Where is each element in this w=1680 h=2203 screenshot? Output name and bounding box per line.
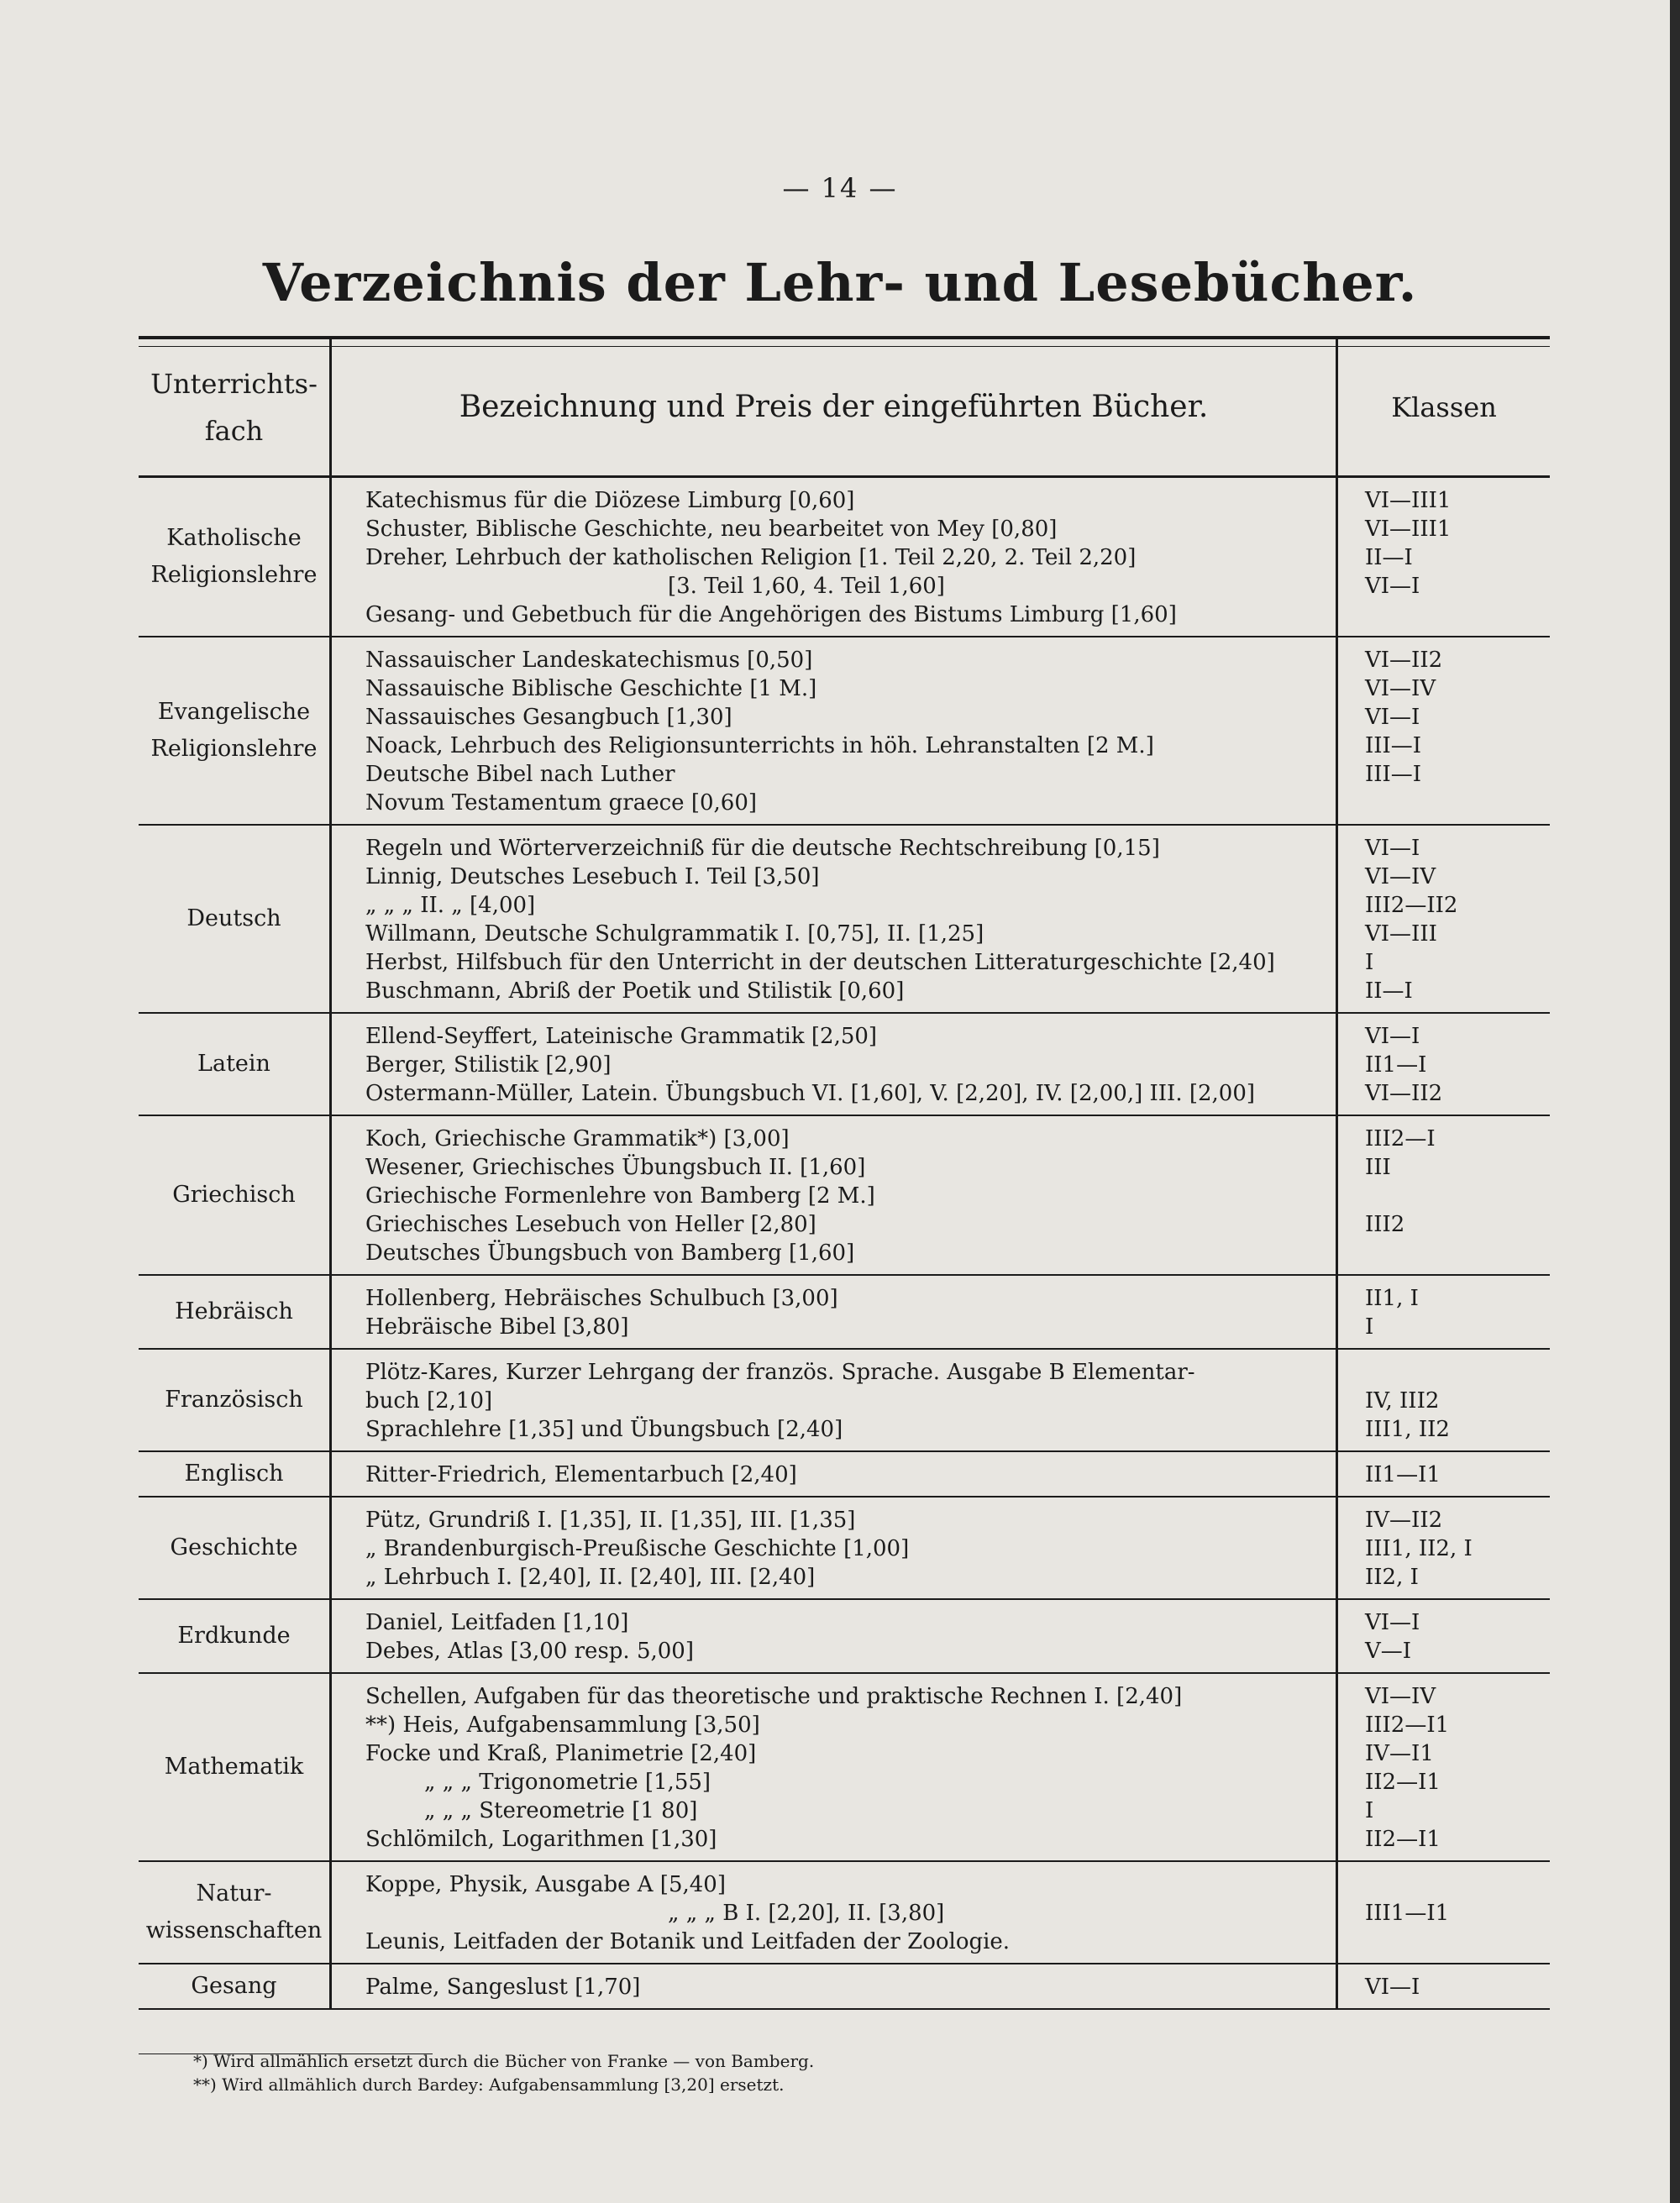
class-range: III1, II2, I bbox=[1365, 1536, 1473, 1561]
class-range: VI—II2 bbox=[1365, 648, 1443, 673]
book-entry: Gesang- und Gebetbuch für die Angehörigen des Bistums Limburg [1,60] bbox=[365, 602, 1177, 627]
book-entry: Sprachlehre [1,35] und Übungsbuch [2,40] bbox=[365, 1417, 843, 1442]
classes-cell bbox=[1336, 1498, 1550, 1598]
subject-cell: Latein bbox=[139, 1014, 332, 1115]
subject-cell: Englisch bbox=[139, 1452, 332, 1496]
subject-cell: Natur- wissenschaften bbox=[139, 1862, 332, 1963]
class-range bbox=[1365, 789, 1550, 817]
footnotes bbox=[193, 2049, 814, 2096]
table-row bbox=[139, 1452, 1550, 1498]
class-range: II—I bbox=[1365, 545, 1413, 570]
books-cell bbox=[332, 1452, 1336, 1496]
class-range bbox=[1365, 1358, 1550, 1387]
book-entry: Linnig, Deutsches Lesebuch I. Teil [3,50] bbox=[365, 864, 820, 889]
books-cell bbox=[332, 1674, 1336, 1860]
book-entry: Hebräische Bibel [3,80] bbox=[365, 1314, 629, 1340]
class-range: VI—I bbox=[1365, 1024, 1420, 1049]
book-entry: Nassauische Biblische Geschichte [1 M.] bbox=[365, 676, 817, 701]
book-entry: Leunis, Leitfaden der Botanik und Leitfaden der Zoologie. bbox=[365, 1929, 1011, 1954]
class-range: III1—I1 bbox=[1365, 1901, 1450, 1926]
book-entry: [3. Teil 1,60, 4. Teil 1,60] bbox=[668, 574, 945, 599]
class-range: I bbox=[1365, 1314, 1374, 1340]
classes-cell bbox=[1336, 1014, 1550, 1115]
classes-cell bbox=[1336, 1862, 1550, 1963]
classes-cell bbox=[1336, 1452, 1550, 1496]
book-entry: Debes, Atlas [3,00 resp. 5,00] bbox=[365, 1639, 694, 1664]
page-number: — 14 — bbox=[782, 172, 898, 204]
footnote-2: **) Wird allmählich durch Bardey: Aufgabensammlung [3,20] ersetzt. bbox=[193, 2074, 785, 2095]
subject-cell: Evangelische Religionslehre bbox=[139, 637, 332, 824]
book-entry: Schlömilch, Logarithmen [1,30] bbox=[365, 1827, 717, 1852]
book-entry: Regeln und Wörterverzeichniß für die deutsche Rechtschreibung [0,15] bbox=[365, 836, 1160, 861]
subject-cell: Erdkunde bbox=[139, 1600, 332, 1672]
class-range: IV—II2 bbox=[1365, 1508, 1443, 1533]
table-top-rule bbox=[139, 346, 1550, 347]
table-row bbox=[139, 1862, 1550, 1964]
book-entry: Deutsche Bibel nach Luther bbox=[365, 762, 675, 787]
class-range: VI—III1 bbox=[1365, 517, 1452, 542]
book-entry: Daniel, Leitfaden [1,10] bbox=[365, 1610, 629, 1635]
class-range: VI—III bbox=[1365, 921, 1437, 947]
book-entry: Focke und Kraß, Planimetrie [2,40] bbox=[365, 1741, 757, 1766]
book-entry: Pütz, Grundriß I. [1,35], II. [1,35], III. [1,35] bbox=[365, 1508, 856, 1533]
subject-cell: Griechisch bbox=[139, 1116, 332, 1274]
book-entry: Plötz-Kares, Kurzer Lehrgang der französ. Sprache. Ausgabe B Elementar- bbox=[365, 1360, 1195, 1385]
subject-cell: Geschichte bbox=[139, 1498, 332, 1598]
subject-cell: Mathematik bbox=[139, 1674, 332, 1860]
class-range: II1—I bbox=[1365, 1052, 1427, 1078]
books-cell bbox=[332, 1862, 1336, 1963]
book-entry: Koch, Griechische Grammatik*) [3,00] bbox=[365, 1126, 790, 1151]
book-entry: Griechische Formenlehre von Bamberg [2 M.] bbox=[365, 1183, 875, 1209]
class-range: VI—I bbox=[1365, 1610, 1420, 1635]
book-entry: Nassauisches Gesangbuch [1,30] bbox=[365, 705, 732, 730]
book-entry: Willmann, Deutsche Schulgrammatik I. [0,75], II. [1,25] bbox=[365, 921, 984, 947]
class-range: VI—II2 bbox=[1365, 1081, 1443, 1106]
class-range bbox=[1365, 1928, 1550, 1956]
table-row bbox=[139, 1498, 1550, 1600]
book-entry: Hollenberg, Hebräisches Schulbuch [3,00] bbox=[365, 1286, 838, 1311]
book-entry: Ostermann-Müller, Latein. Übungsbuch VI. [1,60], V. [2,20], IV. [2,00,] III. [2,00] bbox=[365, 1081, 1256, 1106]
table-row bbox=[139, 1116, 1550, 1276]
book-entry: „ „ „ B I. [2,20], II. [3,80] bbox=[668, 1901, 945, 1926]
books-cell bbox=[332, 1116, 1336, 1274]
table-row bbox=[139, 637, 1550, 826]
class-range: VI—IV bbox=[1365, 864, 1436, 889]
class-range: III2—II2 bbox=[1365, 893, 1458, 918]
class-range: VI—III1 bbox=[1365, 488, 1452, 513]
class-range: I bbox=[1365, 1798, 1374, 1823]
class-range: V—I bbox=[1365, 1639, 1412, 1664]
book-entry: Noack, Lehrbuch des Religionsunterrichts in höh. Lehranstalten [2 M.] bbox=[365, 733, 1154, 758]
book-entry: Nassauischer Landeskatechismus [0,50] bbox=[365, 648, 813, 673]
class-range bbox=[1365, 1239, 1550, 1267]
class-range: VI—I bbox=[1365, 836, 1420, 861]
book-entry: buch [2,10] bbox=[365, 1388, 493, 1414]
classes-cell bbox=[1336, 1116, 1550, 1274]
classes-cell bbox=[1336, 1276, 1550, 1348]
class-range: III2 bbox=[1365, 1212, 1405, 1237]
subject-cell: Hebräisch bbox=[139, 1276, 332, 1348]
class-range bbox=[1365, 601, 1550, 629]
table-row bbox=[139, 1276, 1550, 1350]
book-entry: Herbst, Hilfsbuch für den Unterricht in der deutschen Litteraturgeschichte [2,40] bbox=[365, 950, 1275, 975]
class-range: VI—I bbox=[1365, 574, 1420, 599]
book-entry: „ Brandenburgisch-Preußische Geschichte [1,00] bbox=[365, 1536, 910, 1561]
class-range: VI—IV bbox=[1365, 1684, 1436, 1709]
table-row bbox=[139, 1674, 1550, 1862]
books-cell bbox=[332, 637, 1336, 824]
classes-cell bbox=[1336, 1964, 1550, 2008]
book-entry: „ „ „ Stereometrie [1 80] bbox=[424, 1798, 698, 1823]
classes-cell bbox=[1336, 1350, 1550, 1450]
books-cell bbox=[332, 478, 1336, 636]
books-cell bbox=[332, 1276, 1336, 1348]
class-range: VI—I bbox=[1365, 705, 1420, 730]
class-range: II2—I1 bbox=[1365, 1770, 1441, 1795]
class-range: II1, I bbox=[1365, 1286, 1419, 1311]
book-table bbox=[139, 336, 1550, 2010]
book-entry: Schellen, Aufgaben für das theoretische und praktische Rechnen I. [2,40] bbox=[365, 1684, 1183, 1709]
book-entry: Buschmann, Abriß der Poetik und Stilistik [0,60] bbox=[365, 978, 905, 1004]
class-range: II2—I1 bbox=[1365, 1827, 1441, 1852]
class-range: I bbox=[1365, 950, 1374, 975]
books-cell bbox=[332, 1498, 1336, 1598]
book-entry: Koppe, Physik, Ausgabe A [5,40] bbox=[365, 1872, 726, 1897]
class-range: II2, I bbox=[1365, 1565, 1419, 1590]
book-entry: „ „ „ Trigonometrie [1,55] bbox=[424, 1770, 711, 1795]
table-row bbox=[139, 1350, 1550, 1452]
book-entry: Palme, Sangeslust [1,70] bbox=[365, 1975, 641, 2000]
table-row bbox=[139, 478, 1550, 637]
class-range bbox=[1365, 1182, 1550, 1210]
book-entry: Ellend-Seyffert, Lateinische Grammatik [2,50] bbox=[365, 1024, 878, 1049]
class-range: II1—I1 bbox=[1365, 1462, 1441, 1487]
class-range: III bbox=[1365, 1155, 1391, 1180]
class-range bbox=[1365, 1870, 1550, 1899]
class-range: III2—I bbox=[1365, 1126, 1436, 1151]
table-row bbox=[139, 826, 1550, 1014]
class-range: III2—I1 bbox=[1365, 1713, 1450, 1738]
class-range: VI—I bbox=[1365, 1975, 1420, 2000]
classes-cell bbox=[1336, 1600, 1550, 1672]
class-range: II—I bbox=[1365, 978, 1413, 1004]
table-row bbox=[139, 1014, 1550, 1116]
classes-cell bbox=[1336, 637, 1550, 824]
subject-cell: Gesang bbox=[139, 1964, 332, 2008]
classes-cell bbox=[1336, 478, 1550, 636]
book-entry: Berger, Stilistik [2,90] bbox=[365, 1052, 612, 1078]
book-entry: Schuster, Biblische Geschichte, neu bearbeitet von Mey [0,80] bbox=[365, 517, 1058, 542]
book-entry: „ Lehrbuch I. [2,40], II. [2,40], III. [2,40] bbox=[365, 1565, 816, 1590]
book-entry: Novum Testamentum graece [0,60] bbox=[365, 790, 758, 816]
class-range: IV, III2 bbox=[1365, 1388, 1440, 1414]
page-title: Verzeichnis der Lehr- und Lesebücher. bbox=[262, 252, 1418, 313]
books-cell bbox=[332, 826, 1336, 1012]
subject-cell: Französisch bbox=[139, 1350, 332, 1450]
class-range: IV—I1 bbox=[1365, 1741, 1434, 1766]
books-cell bbox=[332, 1350, 1336, 1450]
book-entry: Griechisches Lesebuch von Heller [2,80] bbox=[365, 1212, 816, 1237]
table-row bbox=[139, 1964, 1550, 2010]
table-header-row bbox=[139, 339, 1550, 478]
book-entry: Katechismus für die Diözese Limburg [0,60] bbox=[365, 488, 855, 513]
class-range: VI—IV bbox=[1365, 676, 1436, 701]
footnote-1: *) Wird allmählich ersetzt durch die Bücher von Franke — von Bamberg. bbox=[193, 2051, 815, 2071]
table-body bbox=[139, 478, 1550, 2010]
book-entry: Wesener, Griechisches Übungsbuch II. [1,60] bbox=[365, 1155, 866, 1180]
book-entry: **) Heis, Aufgabensammlung [3,50] bbox=[365, 1713, 760, 1738]
book-entry: Deutsches Übungsbuch von Bamberg [1,60] bbox=[365, 1240, 855, 1266]
classes-cell bbox=[1336, 826, 1550, 1012]
class-range: III1, II2 bbox=[1365, 1417, 1450, 1442]
books-cell bbox=[332, 1600, 1336, 1672]
subject-cell: Deutsch bbox=[139, 826, 332, 1012]
header-classes: Klassen bbox=[1336, 339, 1550, 475]
book-entry: Dreher, Lehrbuch der katholischen Religion [1. Teil 2,20, 2. Teil 2,20] bbox=[365, 545, 1137, 570]
book-entry: „ „ „ II. „ [4,00] bbox=[365, 893, 536, 918]
header-books: Bezeichnung und Preis der eingeführten Bücher. bbox=[459, 390, 1209, 424]
subject-cell: Katholische Religionslehre bbox=[139, 478, 332, 636]
header-subject: Unterrichts- fach bbox=[139, 339, 332, 475]
scan-edge bbox=[1670, 0, 1680, 2203]
table-row bbox=[139, 1600, 1550, 1674]
book-entry: Ritter-Friedrich, Elementarbuch [2,40] bbox=[365, 1462, 797, 1487]
class-range: III—I bbox=[1365, 762, 1422, 787]
books-cell bbox=[332, 1014, 1336, 1115]
class-range: III—I bbox=[1365, 733, 1422, 758]
books-cell bbox=[332, 1964, 1336, 2008]
classes-cell bbox=[1336, 1674, 1550, 1860]
